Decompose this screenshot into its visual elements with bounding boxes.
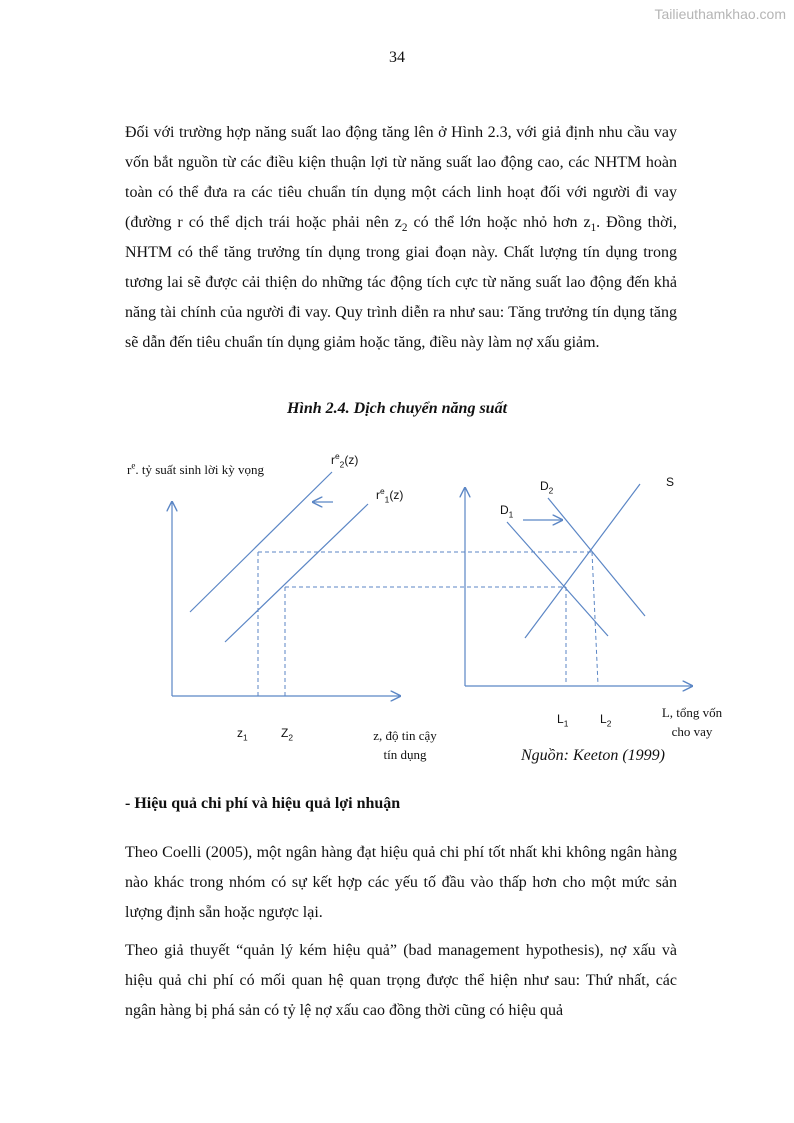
curve-d2-label: $D_2$	[540, 479, 554, 496]
left-y-axis-label: $r^e$. tỷ suất sinh lời kỳ vọng	[127, 460, 264, 477]
curve-s-label: S	[666, 475, 675, 489]
section-heading: - Hiệu quả chi phí và hiệu quả lợi nhuận	[125, 795, 401, 812]
l2-label: $L_2$	[600, 712, 612, 729]
figure-source: Nguồn: Keeton (1999)	[521, 747, 665, 764]
curve-d1-label: $D_1$	[500, 503, 514, 520]
z1-label: $z_1$	[237, 726, 248, 743]
figure-2-4	[100, 440, 723, 770]
curve-re2	[190, 472, 332, 612]
curve-re2-label: $r^e_2(z)$	[331, 451, 359, 470]
curve-re1-label: $r^e_1(z)$	[376, 486, 404, 505]
curve-d1	[507, 522, 608, 636]
figure-caption: Hình 2.4. Dịch chuyển năng suất	[286, 400, 508, 417]
left-x-axis-label: z, độ tin cậy tín dụng	[373, 728, 437, 762]
page-number: 34	[389, 49, 405, 66]
paragraph-3: Theo giả thuyết “quản lý kém hiệu quả” (bad management hypothesis), nợ xấu và hiệu quả chi phí có mối quan hệ quan trọng được thể hiện như sau: Thứ nhất, các ngân hàng bị phá sản có tỷ lệ nợ xấu cao đồng thời cũng có hiệu quả	[125, 942, 677, 1019]
figure-diagram	[100, 440, 720, 770]
curve-d2	[548, 498, 645, 616]
curve-re1	[225, 504, 368, 642]
paragraph-1: Đối với trường hợp năng suất lao động tăng lên ở Hình 2.3, với giả định nhu cầu vay vốn bắt nguồn từ các điều kiện thuận lợi từ năng suất lao động cao, các NHTM hoàn toàn có thể đưa ra các tiêu chuẩn tín dụng một cách linh hoạt đối với người đi vay (đường r có thể dịch trái hoặc phải nên $z_2$ có thể lớn hoặc nhỏ hơn $z_1$. Đồng thời, NHTM có thể tăng trưởng tín dụng trong giai đoạn này. Chất lượng tín dụng trong tương lai sẽ được cải thiện do những tác động tích cực từ năng suất lao động đến khả năng tài chính của người đi vay. Quy trình diễn ra như sau: Tăng trưởng tín dụng tăng sẽ dẫn đến tiêu chuẩn tín dụng giảm hoặc tăng, điều này làm nợ xấu giảm.	[125, 124, 678, 351]
watermark: Tailieuthamkhao.com	[654, 6, 786, 22]
z2-label: $Z_2$	[281, 726, 294, 743]
right-x-axis-label: L, tổng vốn cho vay	[661, 705, 723, 739]
l1-label: $L_1$	[557, 712, 569, 729]
paragraph-2: Theo Coelli (2005), một ngân hàng đạt hiệu quả chi phí tốt nhất khi không ngân hàng nào khác trong nhóm có sự kết hợp các yếu tố đầu vào thấp hơn cho một mức sản lượng định sẵn hoặc ngược lại.	[125, 844, 677, 921]
